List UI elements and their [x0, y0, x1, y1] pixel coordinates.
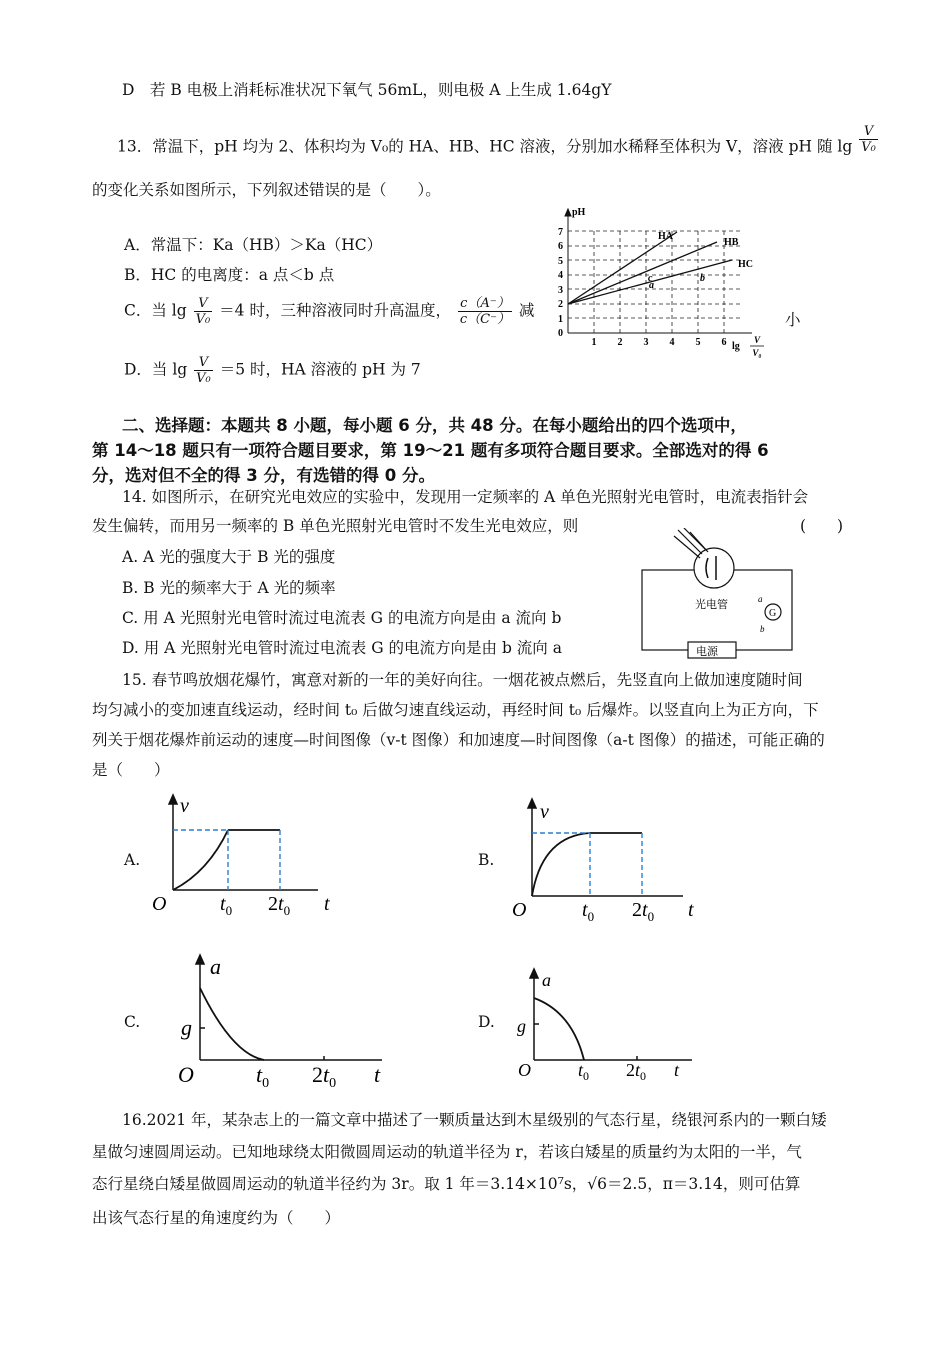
x-label: lg — [732, 341, 740, 352]
q16-stem-line4: 出该气态行星的角速度约为（ ） — [92, 1209, 341, 1227]
source-label: 电源 — [696, 646, 718, 658]
ytick: 0 — [558, 328, 563, 339]
tick-t0: $t_0$ — [578, 1060, 590, 1083]
q16-stem-line3: 态行星绕白矮星做圆周运动的轨道半径约为 3r。取 1 年＝3.14×10⁷s，√6＝2.5，π＝3.14，则可估算 — [92, 1175, 801, 1193]
q14-option-a: A. A 光的强度大于 B 光的强度 — [122, 548, 336, 566]
label-ha: HA — [658, 231, 673, 242]
x-frac-num: V — [753, 335, 761, 345]
q15-graph-d — [512, 966, 712, 1086]
q14-option-d: D. 用 A 光照射光电管时流过电流表 G 的电流方向是由 b 流向 a — [122, 639, 562, 657]
phototube-icon — [694, 548, 734, 588]
q15-stem-line2: 均匀减小的变加速直线运动，经时间 t₀ 后做匀速直线运动，再经时间 t₀ 后爆炸。以竖直向上为正方向，下 — [92, 701, 819, 719]
q16-stem-line1: 16.2021 年，某杂志上的一篇文章中描述了一颗质量达到木星级别的气态行星，绕银河系内的一颗白矮 — [122, 1111, 827, 1129]
q13-option-c — [124, 296, 534, 327]
terminal-b: b — [760, 624, 765, 634]
q15-stem-line1: 15. 春节鸣放烟花爆竹，寓意对新的一年的美好向往。一烟花被点燃后，先竖直向上做加速度随时间 — [122, 671, 803, 689]
opt-c-frac2 — [458, 296, 512, 327]
tick-2t0: $2t_0$ — [626, 1060, 647, 1083]
line-hb — [568, 242, 717, 304]
axis-v: v — [540, 801, 549, 823]
xtick: 6 — [721, 337, 727, 348]
point-a: a — [649, 280, 654, 291]
y-arrow-icon — [565, 209, 571, 216]
y-label: pH — [572, 207, 586, 218]
frac-den: V₀ — [196, 371, 211, 386]
q13-fraction — [859, 124, 878, 155]
label-hc: HC — [738, 259, 753, 270]
origin: O — [152, 893, 167, 915]
ytick: 3 — [558, 285, 563, 296]
section2-line2: 第 14～18 题只有一项符合题目要求，第 19～21 题有多项符合题目要求。全部选对的得 6 — [92, 441, 769, 460]
xtick: 1 — [591, 337, 597, 348]
q13-stem-line2: 的变化关系如图所示，下列叙述错误的是（ ）。 — [92, 181, 441, 199]
q15-label-a: A. — [124, 851, 141, 869]
q14-stem-line2: 发生偏转，而用另一频率的 B 单色光照射光电管时不发生光电效应，则 — [92, 517, 579, 535]
opt-c-mid: ＝4 时，三种溶液同时升高温度， — [219, 301, 451, 320]
opt-c-tail: 小 — [785, 311, 801, 329]
q15-stem-line3: 列关于烟花爆炸前运动的速度—时间图像（v-t 图像）和加速度—时间图像（a-t 图像）的描述，可能正确的 — [92, 731, 825, 749]
g-label: g — [517, 1016, 526, 1036]
tick-t0: $t_0$ — [220, 893, 233, 918]
q12-option-d: D 若 B 电极上消耗标准状况下氧气 56mL，则电极 A 上生成 1.64gY — [122, 81, 612, 99]
x-label-fraction — [750, 335, 764, 358]
light-ray — [690, 532, 708, 552]
q16-stem-line2: 星做匀速圆周运动。已知地球绕太阳微圆周运动的轨道半径为 r，若该白矮星的质量约为太阳的一半，气 — [92, 1143, 802, 1161]
label-hb: HB — [724, 237, 739, 248]
opt-c-frac1 — [194, 296, 213, 327]
origin: O — [512, 899, 527, 921]
tick-t0: $t_0$ — [256, 1062, 270, 1091]
axis-t: t — [374, 1062, 381, 1087]
opt-c-post: 减 — [518, 301, 535, 320]
axis-v: v — [180, 795, 189, 817]
axis-t: t — [674, 1060, 680, 1080]
q15-graph-b — [508, 796, 708, 926]
axis-t: t — [688, 899, 694, 921]
frac-num: V — [859, 124, 878, 140]
q13-stem-text: 13．常温下，pH 均为 2、体积均为 V₀的 HA、HB、HC 溶液，分别加水稀释至体积为 V，溶液 pH 随 lg — [117, 137, 853, 156]
ytick: 7 — [558, 227, 563, 238]
terminal-a: a — [758, 594, 763, 604]
phototube-label: 光电管 — [695, 599, 728, 611]
ytick: 2 — [558, 299, 563, 310]
xtick: 2 — [617, 337, 623, 348]
q15-graph-a — [148, 792, 348, 922]
q13-stem-line1 — [117, 124, 880, 163]
q13-option-a: A．常温下：Ka（HB）＞Ka（HC） — [124, 236, 383, 254]
q13-option-d — [124, 355, 421, 386]
axis-a: a — [210, 954, 221, 979]
xtick: 4 — [669, 337, 675, 348]
frac-num: V — [194, 355, 213, 371]
q14-circuit-figure — [638, 528, 798, 664]
axis-a: a — [542, 970, 551, 990]
q15-label-b: B. — [478, 851, 495, 869]
opt-d-pre: D．当 lg — [124, 360, 188, 379]
q14-stem-line1: 14. 如图所示，在研究光电效应的实验中，发现用一定频率的 A 单色光照射光电管时，电流表指针会 — [122, 488, 809, 506]
frac-den: c（C⁻） — [459, 312, 510, 327]
q15-graph-c — [172, 952, 392, 1092]
origin: O — [518, 1060, 531, 1080]
q13-ph-graph — [552, 205, 767, 365]
xtick: 5 — [695, 337, 701, 348]
line-ha — [568, 232, 677, 304]
q15-label-c: C. — [124, 1013, 141, 1031]
opt-c-pre: C．当 lg — [124, 301, 187, 320]
section2-line1: 二、选择题：本题共 8 小题，每小题 6 分，共 48 分。在每小题给出的四个选项中， — [122, 416, 747, 435]
q14-option-c: C. 用 A 光照射光电管时流过电流表 G 的电流方向是由 a 流向 b — [122, 609, 562, 627]
section2-line3: 分，选对但不全的得 3 分，有选错的得 0 分。 — [92, 466, 435, 485]
ytick: 5 — [558, 256, 563, 267]
q15-label-d: D. — [478, 1013, 495, 1031]
origin: O — [178, 1062, 194, 1087]
q15-stem-line4: 是（ ） — [92, 761, 170, 779]
meter-label: G — [769, 608, 777, 619]
tick-2t0: $2t_0$ — [632, 899, 655, 924]
g-label: g — [181, 1015, 192, 1040]
point-b: b — [700, 273, 705, 284]
q14-answer-paren: ( ) — [800, 517, 844, 535]
frac-den: V₀ — [861, 140, 876, 155]
tick-t0: $t_0$ — [582, 899, 595, 924]
q13-option-b: B．HC 的电离度：a 点＜b 点 — [124, 266, 335, 284]
frac-den: V₀ — [195, 312, 211, 327]
x-frac-den: V₀ — [752, 348, 762, 358]
axis-t: t — [324, 893, 330, 915]
tick-2t0: $2t_0$ — [312, 1062, 337, 1091]
frac-num: V — [194, 296, 213, 312]
tick-2t0: $2t_0$ — [268, 893, 291, 918]
opt-d-post: ＝5 时，HA 溶液的 pH 为 7 — [219, 360, 421, 379]
opt-d-frac — [194, 355, 213, 386]
frac-num: c（A⁻） — [458, 296, 512, 312]
ytick: 6 — [558, 241, 563, 252]
point-c: c — [648, 273, 653, 284]
ytick: 4 — [558, 270, 563, 281]
q14-option-b: B. B 光的频率大于 A 光的频率 — [122, 579, 336, 597]
xtick: 3 — [643, 337, 649, 348]
ytick: 1 — [558, 314, 563, 325]
